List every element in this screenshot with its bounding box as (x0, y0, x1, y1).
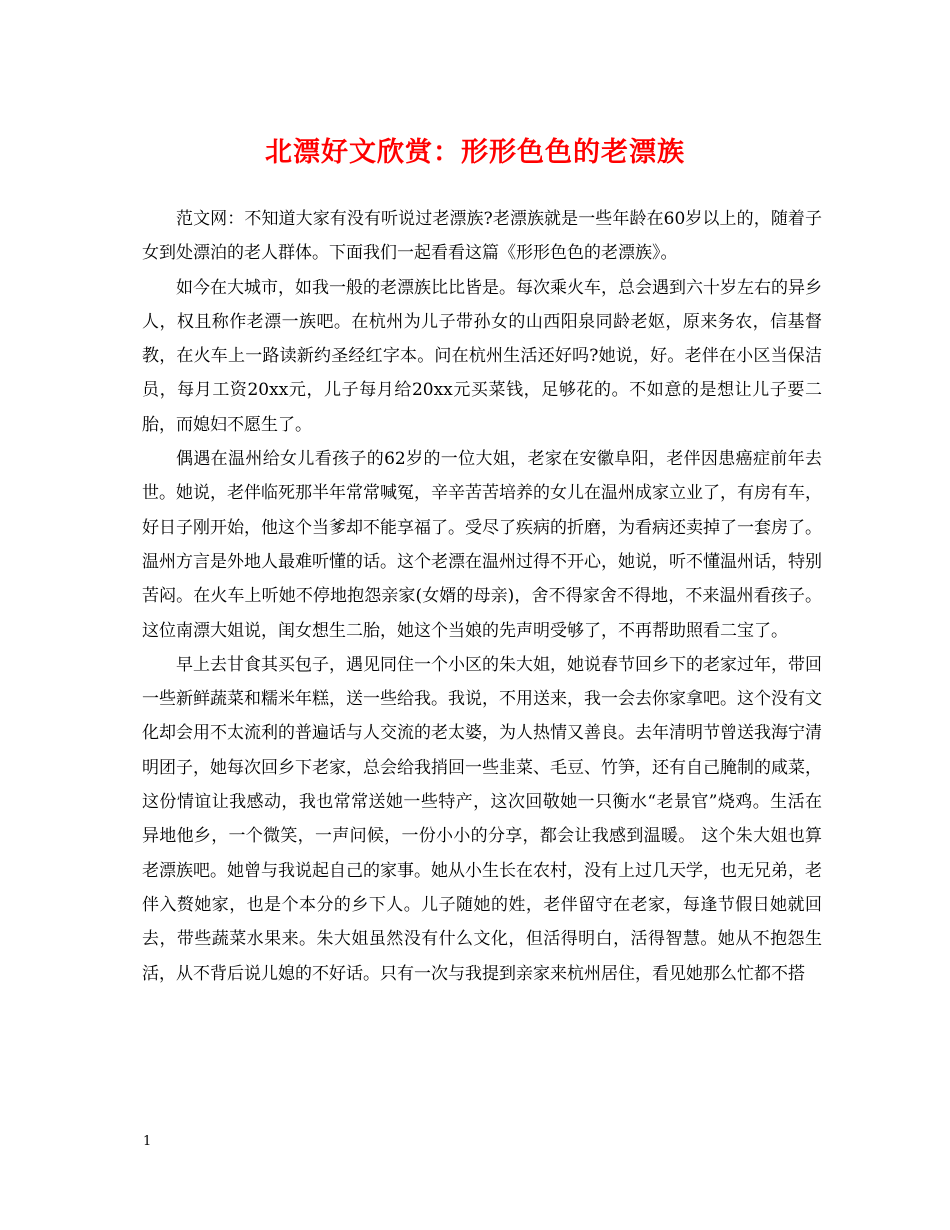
paragraph-2: 偶遇在温州给女儿看孩子的62岁的一位大姐，老家在安徽阜阳，老伴因患癌症前年去世。她说，老伴临死那半年常常喊冤，辛辛苦苦培养的女儿在温州成家立业了，有房有车，好日子刚开始，他这个当爹却不能享福了。受尽了疾病的折磨，为看病还卖掉了一套房了。温州方言是外地人最难听懂的话。这个老漂在温州过得不开心，她说，听不懂温州话，特别苦闷。在火车上听她不停地抱怨亲家(女婿的母亲)，舍不得家舍不得地，不来温州看孩子。这位南漂大姐说，闺女想生二胎，她这个当娘的先声明受够了，不再帮助照看二宝了。 (142, 449, 822, 641)
paragraph-3: 早上去甘食其买包子，遇见同住一个小区的朱大姐，她说春节回乡下的老家过年，带回一些新鲜蔬菜和糯米年糕，送一些给我。我说，不用送来，我一会去你家拿吧。这个没有文化却会用不太流利的普遍话与人交流的老太婆，为人热情又善良。去年清明节曾送我海宁清明团子，她每次回乡下老家，总会给我捎回一些韭菜、毛豆、竹笋，还有自己腌制的咸菜，这份情谊让我感动，我也常常送她一些特产，这次回敬她一只衡水“老景官”烧鸡。生活在异地他乡，一个微笑，一声问候，一份小小的分享，都会让我感到温暖。 这个朱大姐也算老漂族吧。她曾与我说起自己的家事。她从小生长在农村，没有上过几天学，也无兄弟，老伴入赘她家，也是个本分的乡下人。儿子随她的姓，老伴留守在老家，每逢节假日她就回去，带些蔬菜水果来。朱大姐虽然没有什么文化，但活得明白，活得智慧。她从不抱怨生活，从不背后说儿媳的不好话。只有一次与我提到亲家来杭州居住，看见她那么忙都不搭 (142, 654, 822, 984)
paragraph-intro: 范文网：不知道大家有没有听说过老漂族?老漂族就是一些年龄在60岁以上的，随着子女到处漂泊的老人群体。下面我们一起看看这篇《形形色色的老漂族》。 (142, 209, 822, 264)
article-body (142, 202, 822, 991)
page-title: 北漂好文欣赏：形形色色的老漂族 (265, 137, 685, 168)
paragraph-1: 如今在大城市，如我一般的老漂族比比皆是。每次乘火车，总会遇到六十岁左右的异乡人，权且称作老漂一族吧。在杭州为儿子带孙女的山西阳泉同龄老妪，原来务农，信基督教，在火车上一路读新约圣经红字本。问在杭州生活还好吗?她说，好。老伴在小区当保洁员，每月工资20xx元，儿子每月给20xx元买菜钱，足够花的。不如意的是想让儿子要二胎，而媳妇不愿生了。 (142, 277, 822, 435)
page-number: 1 (143, 1134, 152, 1149)
